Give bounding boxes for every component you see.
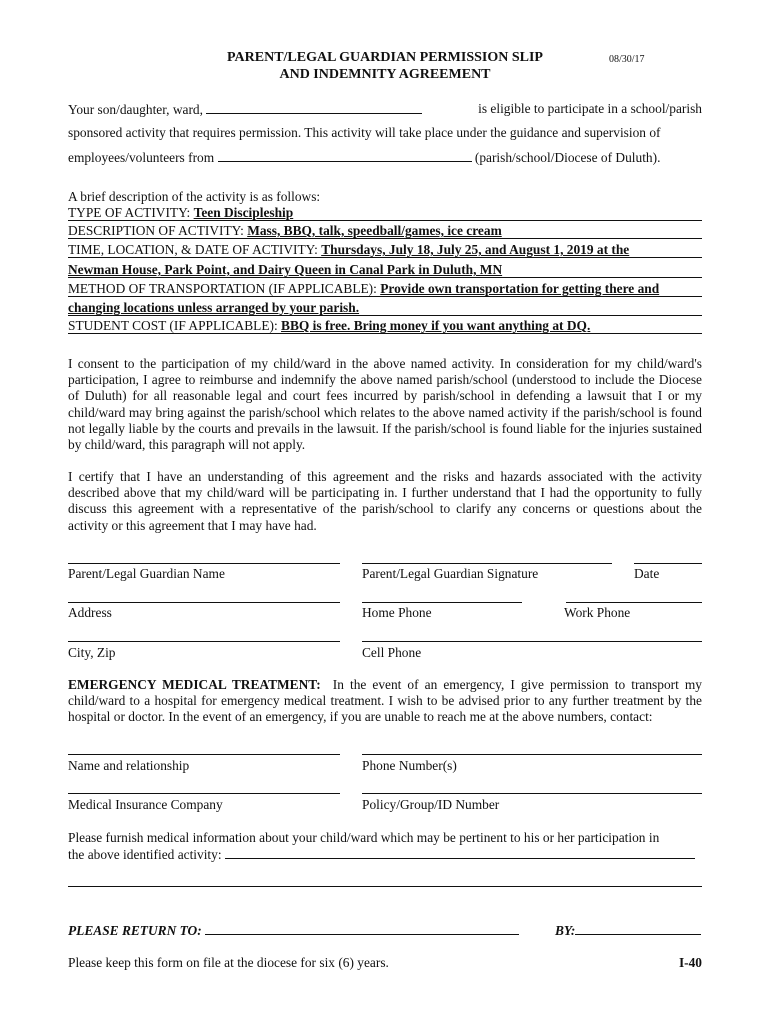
policy-number-line[interactable]	[362, 793, 702, 794]
city-zip-line[interactable]	[68, 641, 340, 642]
date-label: Date	[634, 566, 660, 581]
activity-transport-label: METHOD OF TRANSPORTATION (IF APPLICABLE):	[68, 281, 377, 296]
activity-type-value: Teen Discipleship	[193, 205, 294, 220]
return-to-label: PLEASE RETURN TO:	[68, 923, 202, 938]
intro-line3-prefix: employees/volunteers from	[68, 150, 215, 165]
activity-type-label: TYPE OF ACTIVITY:	[68, 205, 191, 220]
student-name-blank[interactable]	[206, 101, 422, 114]
intro-line1	[68, 101, 702, 118]
intro-line1-suffix: is eligible to participate in a school/parish	[478, 101, 702, 116]
guardian-signature-line[interactable]	[362, 563, 612, 564]
city-zip-label: City, Zip	[68, 645, 116, 660]
emergency-text: In the event of an emergency, I give permission to transport my child/ward to a hospital for emergency medical treatment. I wish to be advised prior to any further treatment by the hospital or doctor. In the event of an emergency, if you are unable to reach me at the above numbers, contact:	[68, 677, 702, 725]
by-label: BY:	[555, 923, 576, 938]
certify-paragraph: I certify that I have an understanding of this agreement and the risks and hazards associated with the activity described above that my child/ward will be participating in. I further understand that I had the opportunity to fully discuss this agreement with a representative of the parish/school to clarify any concerns or questions about the activity or this agreement that I may have had.	[68, 469, 702, 533]
phone-numbers-label: Phone Number(s)	[362, 758, 457, 773]
address-label: Address	[68, 605, 112, 620]
activity-cost-value: BBQ is free. Bring money if you want anything at DQ.	[281, 318, 591, 333]
medical-info-extra-line[interactable]	[68, 886, 702, 887]
guardian-signature-label: Parent/Legal Guardian Signature	[362, 566, 539, 581]
activity-type-row	[68, 205, 702, 221]
activity-time-value-1: Thursdays, July 18, July 25, and August 1, 2019 at the	[321, 242, 630, 257]
guardian-name-line[interactable]	[68, 563, 340, 564]
activity-transport-value-1: Provide own transportation for getting there and	[380, 281, 660, 296]
cell-phone-label: Cell Phone	[362, 645, 422, 660]
home-phone-label: Home Phone	[362, 605, 432, 620]
activity-cost-row	[68, 318, 702, 334]
emergency-heading: EMERGENCY MEDICAL TREATMENT:	[68, 677, 321, 692]
guardian-name-label: Parent/Legal Guardian Name	[68, 566, 225, 581]
form-revision-date: 08/30/17	[609, 54, 645, 65]
emergency-contact-line[interactable]	[68, 754, 340, 755]
activity-description-label: DESCRIPTION OF ACTIVITY:	[68, 223, 244, 238]
name-relationship-label: Name and relationship	[68, 758, 190, 773]
medical-info-line2	[68, 846, 702, 863]
return-row	[68, 922, 702, 939]
medical-info-line1: Please furnish medical information about your child/ward which may be pertinent to his or her participation in	[68, 830, 660, 845]
insurance-company-line[interactable]	[68, 793, 340, 794]
intro-line2: sponsored activity that requires permission. This activity will take place under the guidance and supervision of	[68, 125, 661, 140]
work-phone-label: Work Phone	[564, 605, 631, 620]
cell-phone-line[interactable]	[362, 641, 702, 642]
return-to-blank[interactable]	[205, 922, 519, 935]
consent-paragraph: I consent to the participation of my child/ward in the above named activity. In consideration for my child/ward's participation, I agree to reimburse and indemnify the above named parish/school (understood to include the Diocese of Duluth) for all reasonable legal and court fees incurred by parish/school in defending a lawsuit that I or my child/ward may bring against the parish/school which relates to the above named activity if the parish/school is found not legally liable by the courts and prevails in the lawsuit. If the parish/school is found liable for the injuries sustained by child/ward, this paragraph will not apply.	[68, 356, 702, 453]
date-line[interactable]	[634, 563, 702, 564]
activity-description-row	[68, 223, 702, 239]
form-title-line1: PARENT/LEGAL GUARDIAN PERMISSION SLIP	[227, 50, 543, 65]
insurance-company-label: Medical Insurance Company	[68, 797, 223, 812]
address-line[interactable]	[68, 602, 340, 603]
form-code: I-40	[678, 955, 702, 970]
by-blank[interactable]	[575, 922, 701, 935]
activity-description-value: Mass, BBQ, talk, speedball/games, ice cream	[247, 223, 502, 238]
activity-transport-value-2: changing locations unless arranged by your parish.	[68, 300, 360, 315]
retention-note: Please keep this form on file at the diocese for six (6) years.	[68, 955, 389, 970]
activity-transport-row	[68, 281, 702, 297]
policy-number-label: Policy/Group/ID Number	[362, 797, 500, 812]
activity-cost-label: STUDENT COST (IF APPLICABLE):	[68, 318, 278, 333]
intro-line3	[68, 149, 702, 166]
activity-transport-row-2	[68, 300, 702, 316]
form-title-line2: AND INDEMNITY AGREEMENT	[279, 67, 491, 82]
activity-time-value-2: Newman House, Park Point, and Dairy Queen in Canal Park in Duluth, MN	[68, 262, 503, 277]
activity-heading: A brief description of the activity is as follows:	[68, 189, 321, 204]
emergency-phone-line[interactable]	[362, 754, 702, 755]
activity-time-row	[68, 242, 702, 258]
work-phone-line[interactable]	[566, 602, 702, 603]
activity-location-row	[68, 262, 702, 278]
intro-line1-prefix: Your son/daughter, ward,	[68, 102, 203, 117]
home-phone-line[interactable]	[362, 602, 522, 603]
medical-info-blank[interactable]	[225, 846, 695, 859]
activity-time-label: TIME, LOCATION, & DATE OF ACTIVITY:	[68, 242, 318, 257]
emergency-paragraph	[68, 677, 702, 726]
parish-name-blank[interactable]	[218, 149, 472, 162]
intro-line3-suffix: (parish/school/Diocese of Duluth).	[474, 150, 661, 165]
medical-info-prefix: the above identified activity:	[68, 847, 222, 862]
